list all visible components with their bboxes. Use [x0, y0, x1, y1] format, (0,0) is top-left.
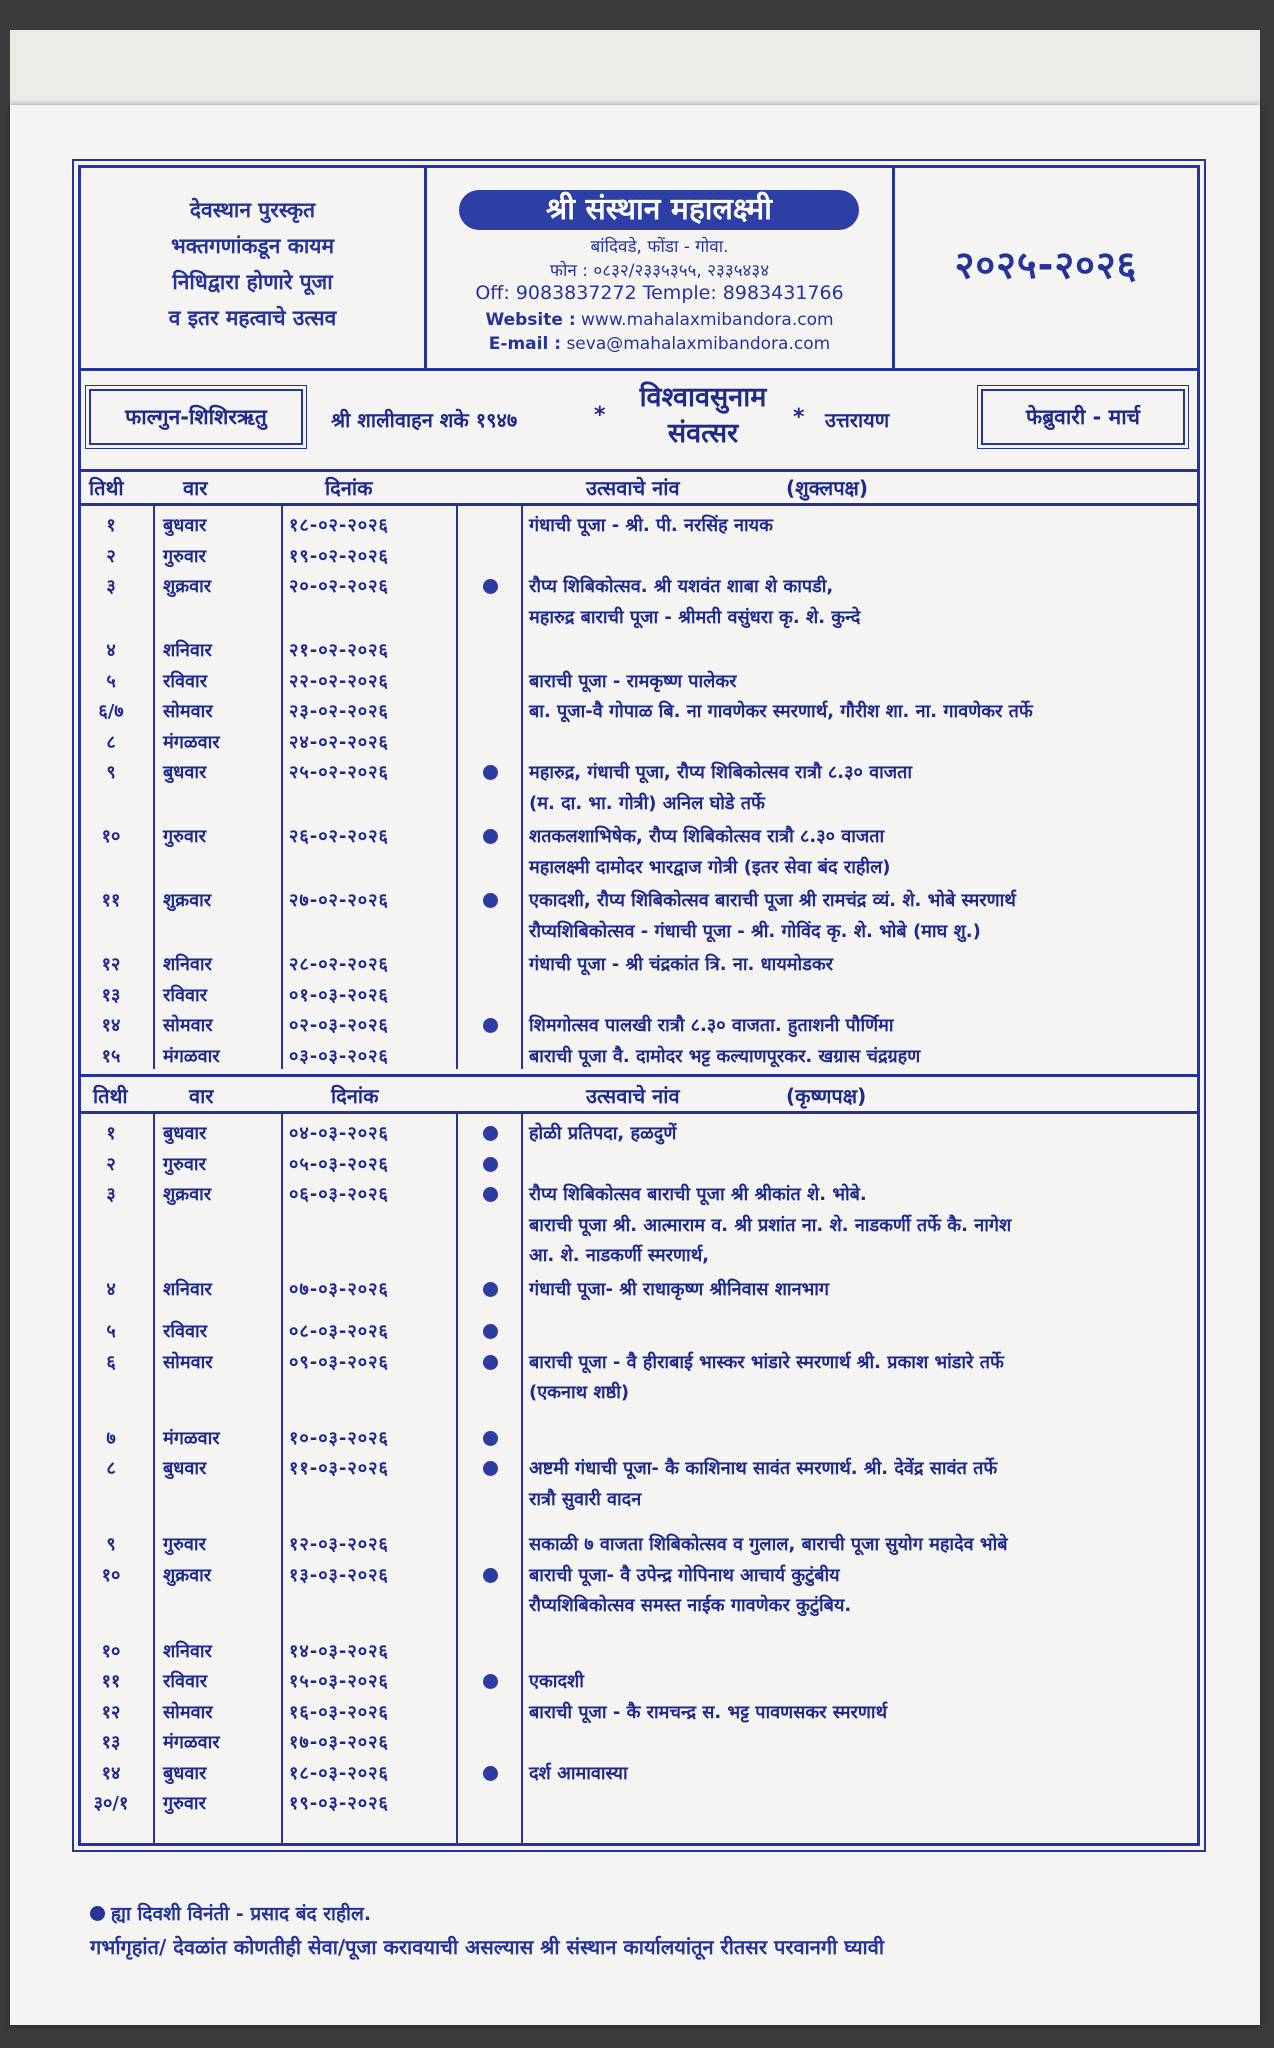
var-cell: मंगळवार — [163, 1732, 220, 1753]
event-text: बाराची पूजा- वै उपेन्द्र गोपिनाथ आचार्य कुटुंबीय — [529, 1564, 840, 1586]
no-prasad-dot-icon — [483, 1187, 498, 1202]
date-cell: ०४-०३-२०२६ — [289, 1123, 389, 1144]
column-utsav: उत्सवाचे नांव — [586, 476, 680, 500]
calendar-row — [81, 1042, 1197, 1072]
tithi-cell: १४ — [101, 1015, 121, 1036]
event-text: महालक्ष्मी दामोदर भारद्वाज गोत्री (इतर सेवा बंद राहील) — [529, 856, 891, 878]
ayan-label: उत्तरायण — [825, 408, 890, 432]
date-cell: २१-०२-२०२६ — [289, 640, 389, 661]
calendar-frame — [78, 165, 1200, 1846]
var-cell: बुधवार — [163, 515, 207, 536]
date-cell: १५-०३-२०२६ — [289, 1671, 389, 1692]
date-cell: १२-०३-२०२६ — [289, 1534, 389, 1555]
no-prasad-dot-icon — [483, 1126, 498, 1141]
no-prasad-dot-icon — [483, 893, 498, 908]
tithi-cell: ९ — [106, 762, 116, 783]
no-prasad-dot-icon — [483, 1568, 498, 1583]
event-text: रौप्य शिबिकोत्सव. श्री यशवंत शाबा शे कापडी, — [529, 576, 834, 597]
paksha-label: (कृष्णपक्ष) — [786, 1084, 867, 1108]
var-cell: बुधवार — [163, 1762, 207, 1784]
calendar-row — [81, 1637, 1197, 1667]
tithi-cell: १४ — [101, 1762, 121, 1784]
calendar-row — [81, 1789, 1197, 1819]
date-cell: ०१-०३-२०२६ — [289, 984, 389, 1006]
event-text: (एकनाथ शष्ठी) — [529, 1382, 630, 1403]
tithi-cell: १५ — [101, 1045, 121, 1067]
no-prasad-dot-icon — [483, 579, 498, 594]
tithi-cell: ८ — [106, 1458, 116, 1479]
date-cell: ०५-०३-२०२६ — [289, 1153, 389, 1175]
no-prasad-dot-icon — [483, 1355, 498, 1370]
email-label: E-mail : — [488, 334, 562, 354]
var-cell: मंगळवार — [163, 1427, 220, 1449]
header-left-line: व इतर महत्वाचे उत्सव — [168, 306, 337, 330]
date-cell: ०८-०३-२०२६ — [289, 1321, 389, 1342]
event-text: रात्रौ सुवारी वादन — [529, 1488, 642, 1510]
var-cell: शनिवार — [163, 954, 212, 975]
event-text: महारुद्र, गंधाची पूजा, रौप्य शिबिकोत्सव रात्रौ ८.३० वाजता — [529, 762, 913, 783]
star-mark: * — [594, 403, 606, 428]
no-prasad-dot-icon — [483, 1461, 498, 1476]
var-cell: सोमवार — [163, 1351, 213, 1373]
event-text: गंधाची पूजा - श्री. पी. नरसिंह नायक — [529, 515, 773, 536]
var-cell: मंगळवार — [163, 1045, 220, 1067]
column-var: वार — [183, 476, 208, 500]
temple-email — [427, 334, 892, 354]
calendar-row — [81, 1667, 1197, 1697]
tithi-cell: १२ — [101, 954, 121, 975]
event-text: अष्टमी गंधाची पूजा- कै काशिनाथ सावंत स्मरणार्थ. श्री. देवेंद्र सावंत तर्फे — [529, 1458, 998, 1479]
calendar-row — [81, 1180, 1197, 1266]
date-cell: २८-०२-२०२६ — [289, 954, 389, 975]
tithi-cell: १३ — [101, 1732, 121, 1753]
event-text: बाराची पूजा - वै हीराबाई भास्कर भांडारे स्मरणार्थ श्री. प्रकाश भांडारे तर्फे — [529, 1351, 1004, 1373]
event-text: बाराची पूजा वै. दामोदर भट्ट कल्याणपूरकर. खग्रास चंद्रग्रहण — [529, 1045, 921, 1067]
tithi-cell: ६ — [106, 1351, 116, 1373]
calendar-row — [81, 1348, 1197, 1403]
header-left-cell — [81, 168, 427, 368]
calendar-row — [81, 950, 1197, 980]
bullet-dot-icon — [90, 1906, 105, 1921]
calendar-row — [81, 1759, 1197, 1789]
calendar-row — [81, 728, 1197, 758]
tithi-cell: २ — [106, 1153, 116, 1175]
date-cell: १९-०२-२०२६ — [289, 545, 389, 567]
date-cell: १४-०३-२०२६ — [289, 1640, 389, 1662]
calendar-header — [81, 168, 1197, 371]
calendar-row — [81, 1454, 1197, 1510]
var-cell: शुक्रवार — [163, 1184, 212, 1205]
no-prasad-dot-icon — [483, 1282, 498, 1297]
calendar-row — [81, 542, 1197, 572]
no-prasad-dot-icon — [483, 829, 498, 844]
event-text: शतकलशाभिषेक, रौप्य शिबिकोत्सव रात्रौ ८.३० वाजता — [529, 826, 885, 847]
var-cell: शनिवार — [163, 1278, 212, 1300]
footer-note — [90, 1900, 371, 1926]
tithi-cell: ४ — [106, 640, 116, 661]
event-text: बाराची पूजा - कै रामचन्द्र स. भट्ट पावणसकर स्मरणार्थ — [529, 1701, 888, 1723]
tithi-cell: ९ — [106, 1534, 116, 1555]
column-var: वार — [189, 1084, 214, 1108]
event-text: दर्श आमावास्या — [529, 1762, 628, 1784]
date-cell: २३-०२-२०२६ — [289, 701, 389, 722]
tithi-cell: ११ — [101, 1671, 121, 1692]
var-cell: सोमवार — [163, 701, 213, 722]
var-cell: शनिवार — [163, 640, 212, 661]
tithi-cell: १० — [101, 1640, 121, 1662]
column-tithi: तिथी — [89, 476, 124, 500]
no-prasad-dot-icon — [483, 765, 498, 780]
tithi-cell: ४ — [106, 1278, 116, 1300]
var-cell: गुरुवार — [163, 1534, 206, 1555]
tithi-cell: ३ — [106, 576, 116, 597]
event-text: होळी प्रतिपदा, हळदुणें — [529, 1123, 677, 1144]
header-right-cell — [895, 168, 1197, 368]
tithi-cell: १ — [106, 1123, 116, 1144]
date-cell: ०६-०३-२०२६ — [289, 1184, 389, 1205]
var-cell: सोमवार — [163, 1701, 213, 1723]
tithi-cell: ७ — [106, 1427, 116, 1449]
var-cell: शुक्रवार — [163, 890, 212, 911]
calendar-row — [81, 1728, 1197, 1758]
tithi-cell: ५ — [106, 1321, 116, 1342]
event-text: (म. दा. भा. गोत्री) अनिल घोडे तर्फे — [529, 792, 765, 814]
var-cell: गुरुवार — [163, 1153, 206, 1175]
var-cell: बुधवार — [163, 1123, 207, 1144]
calendar-row — [81, 886, 1197, 942]
column-dinank: दिनांक — [331, 1084, 379, 1108]
website-url: www.mahalaxmibandora.com — [581, 310, 834, 330]
event-text: एकादशी — [529, 1671, 584, 1692]
header-center-cell — [427, 168, 895, 368]
temple-address: बांदिवडे, फोंडा - गोवा. — [590, 237, 729, 257]
email-address: seva@mahalaxmibandora.com — [566, 334, 831, 354]
calendar-year: २०२५-२०२६ — [954, 243, 1138, 287]
tithi-cell: १३ — [101, 984, 121, 1006]
months-box: फेब्रुवारी - मार्च — [981, 389, 1185, 445]
calendar-row — [81, 758, 1197, 814]
date-cell: २४-०२-२०२६ — [289, 731, 389, 753]
date-cell: १६-०३-२०२६ — [289, 1701, 389, 1723]
var-cell: बुधवार — [163, 1458, 207, 1479]
calendar-row — [81, 822, 1197, 878]
event-text: गंधाची पूजा - श्री चंद्रकांत त्रि. ना. धायमोडकर — [529, 954, 834, 975]
samvatsar-label: संवत्सर — [667, 418, 739, 449]
tithi-cell: ८ — [106, 731, 116, 753]
calendar-row — [81, 636, 1197, 666]
var-cell: बुधवार — [163, 762, 207, 783]
var-cell: शनिवार — [163, 1640, 212, 1662]
date-cell: १८-०२-२०२६ — [289, 515, 389, 536]
calendar-row — [81, 1150, 1197, 1180]
var-cell: रविवार — [163, 1321, 208, 1342]
tithi-cell: १० — [101, 826, 121, 847]
date-cell: २२-०२-२०२६ — [289, 670, 389, 692]
calendar-row — [81, 1275, 1197, 1305]
var-cell: गुरुवार — [163, 826, 206, 847]
event-text: बाराची पूजा श्री. आत्माराम व. श्री प्रशांत ना. शे. नाडकर्णी तर्फे कै. नागेश — [529, 1214, 1012, 1236]
tithi-cell: १ — [106, 515, 116, 536]
date-cell: ११-०३-२०२६ — [289, 1458, 389, 1479]
calendar-row — [81, 1698, 1197, 1728]
header-left-line: निधिद्वारा होणारे पूजा — [172, 270, 333, 294]
column-tithi: तिथी — [93, 1084, 128, 1108]
website-label: Website : — [485, 310, 576, 330]
event-text: रौप्य शिबिकोत्सव बाराची पूजा श्री श्रीकांत शे. भोबे. — [529, 1184, 867, 1205]
no-prasad-dot-icon — [483, 1157, 498, 1172]
var-cell: रविवार — [163, 984, 208, 1006]
date-cell: २५-०२-२०२६ — [289, 762, 389, 783]
var-cell: रविवार — [163, 670, 208, 692]
event-text: एकादशी, रौप्य शिबिकोत्सव बाराची पूजा श्री रामचंद्र व्यं. शे. भोबे स्मरणार्थ — [529, 890, 1016, 911]
temple-phone: फोन : ०८३२/२३३५३५५, २३३५४३४ — [549, 261, 770, 281]
var-cell: सोमवार — [163, 1015, 213, 1036]
column-header — [81, 1077, 1197, 1114]
calendar-row — [81, 572, 1197, 628]
paksha-label: (शुक्लपक्ष) — [786, 476, 869, 500]
var-cell: गुरुवार — [163, 545, 206, 567]
star-mark: * — [793, 405, 805, 430]
date-cell: १३-०३-२०२६ — [289, 1564, 389, 1586]
var-cell: शुक्रवार — [163, 576, 212, 597]
date-cell: १९-०३-२०२६ — [289, 1793, 389, 1814]
calendar-row — [81, 667, 1197, 697]
date-cell: २७-०२-२०२६ — [289, 890, 389, 911]
krishna-paksha-section — [81, 1074, 1197, 1846]
calendar-row — [81, 981, 1197, 1011]
column-header — [81, 469, 1197, 506]
no-prasad-dot-icon — [483, 1324, 498, 1339]
calendar-row — [81, 1561, 1197, 1616]
calendar-page — [10, 105, 1260, 2025]
date-cell: ०३-०३-२०२६ — [289, 1045, 389, 1067]
no-prasad-dot-icon — [483, 1431, 498, 1446]
event-text: बाराची पूजा - रामकृष्ण पालेकर — [529, 670, 737, 692]
header-left-line: भक्तगणांकडून कायम — [170, 234, 335, 258]
var-cell: रविवार — [163, 1671, 208, 1692]
calendar-row — [81, 1119, 1197, 1149]
event-text: बा. पूजा-वै गोपाळ बि. ना गावणेकर स्मरणार्थ, गौरीश शा. ना. गावणेकर तर्फे — [529, 701, 1033, 722]
no-prasad-dot-icon — [483, 1766, 498, 1781]
date-cell: ०२-०३-२०२६ — [289, 1015, 389, 1036]
samvatsar-name: विश्वावसुनाम — [639, 382, 767, 413]
calendar-row — [81, 1530, 1197, 1560]
date-cell: ०९-०३-२०२६ — [289, 1351, 389, 1373]
event-text: महारुद्र बाराची पूजा - श्रीमती वसुंधरा कृ. शे. कुन्दे — [529, 606, 861, 628]
tithi-cell: ११ — [101, 890, 121, 911]
calendar-row — [81, 511, 1197, 541]
season-box: फाल्गुन-शिशिरऋतु — [89, 389, 303, 445]
date-cell: २०-०२-२०२६ — [289, 576, 389, 597]
footer-rule: गर्भागृहांत/ देवळांत कोणतीही सेवा/पूजा करावयाची असल्यास श्री संस्थान कार्यालयांतून रीतसर परवानगी घ्यावी — [90, 1935, 885, 1959]
calendar-row — [81, 1011, 1197, 1041]
event-text: शिमगोत्सव पालखी रात्रौ ८.३० वाजता. हुताशनी पौर्णिमा — [529, 1015, 894, 1036]
event-text: गंधाची पूजा- श्री राधाकृष्ण श्रीनिवास शानभाग — [529, 1278, 830, 1300]
var-cell: गुरुवार — [163, 1793, 206, 1814]
var-cell: शुक्रवार — [163, 1564, 212, 1586]
tithi-cell: ६/७ — [98, 701, 124, 722]
temple-website — [427, 310, 892, 330]
no-prasad-dot-icon — [483, 1674, 498, 1689]
shukla-paksha-section — [81, 469, 1197, 1069]
date-cell: २६-०२-२०२६ — [289, 826, 389, 847]
calendar-row — [81, 1317, 1197, 1347]
date-cell: १०-०३-२०२६ — [289, 1427, 389, 1449]
event-text: रौप्यशिबिकोत्सव - गंधाची पूजा - श्री. गोविंद कृ. शे. भोबे (माघ शु.) — [529, 920, 981, 942]
tithi-cell: ३०/१ — [93, 1793, 129, 1814]
tithi-cell: २ — [106, 545, 116, 567]
date-cell: ०७-०३-२०२६ — [289, 1278, 389, 1300]
no-prasad-dot-icon — [483, 1018, 498, 1033]
tithi-cell: १२ — [101, 1701, 121, 1723]
tithi-cell: १० — [101, 1564, 121, 1586]
column-dinank: दिनांक — [325, 476, 373, 500]
temple-name-banner: श्री संस्थान महालक्ष्मी — [459, 190, 859, 230]
column-utsav: उत्सवाचे नांव — [586, 1084, 680, 1108]
event-text: आ. शे. नाडकर्णी स्मरणार्थ, — [529, 1245, 710, 1266]
tithi-cell: ५ — [106, 670, 116, 692]
footer-note-text: ह्या दिवशी विनंती - प्रसाद बंद राहील. — [111, 1903, 372, 1925]
season-band — [81, 371, 1197, 472]
calendar-row — [81, 1424, 1197, 1454]
header-left-line: देवस्थान पुरस्कृत — [189, 198, 316, 222]
shaka-year: श्री शालीवाहन शके १९४७ — [331, 408, 518, 432]
event-text: सकाळी ७ वाजता शिबिकोत्सव व गुलाल, बाराची पूजा सुयोग महादेव भोबे — [529, 1534, 1008, 1555]
temple-office-phone: Off: 9083837272 Temple: 8983431766 — [475, 282, 844, 304]
calendar-row — [81, 697, 1197, 727]
tithi-cell: ३ — [106, 1184, 116, 1205]
date-cell: १७-०३-२०२६ — [289, 1732, 389, 1753]
var-cell: मंगळवार — [163, 731, 220, 753]
event-text: रौप्यशिबिकोत्सव समस्त नाईक गावणेकर कुटुंबिय. — [529, 1595, 852, 1616]
date-cell: १८-०३-२०२६ — [289, 1762, 389, 1784]
